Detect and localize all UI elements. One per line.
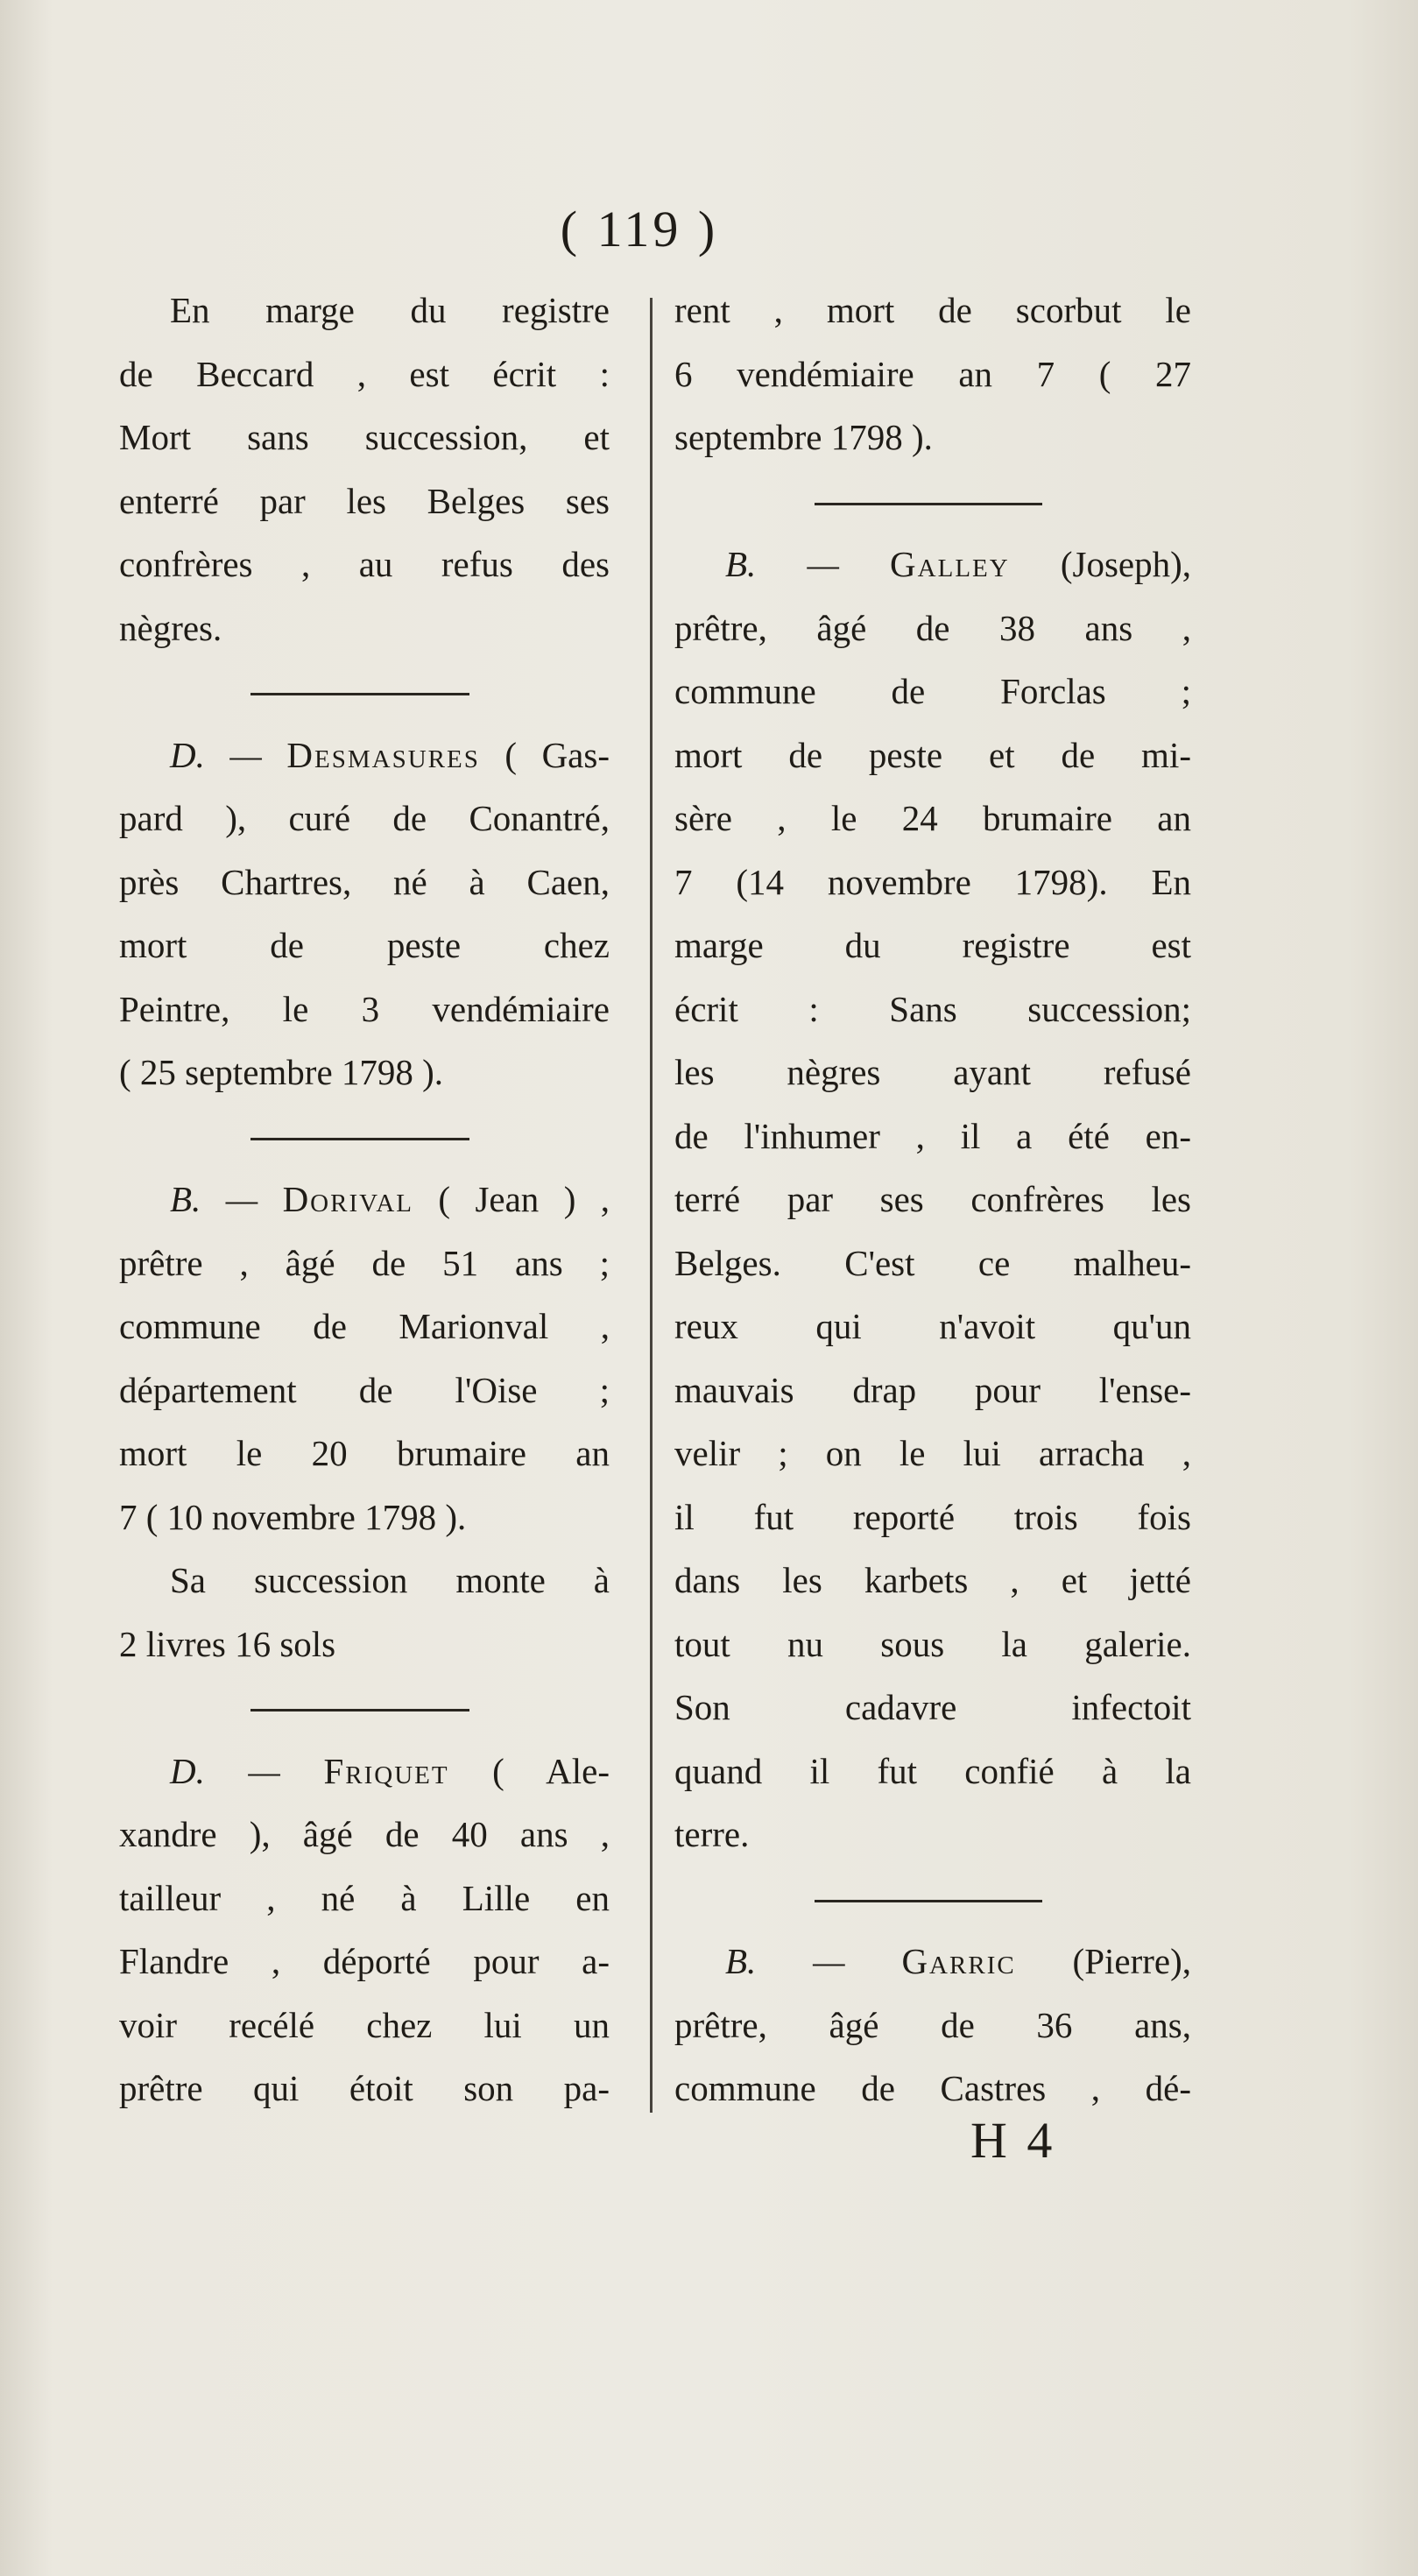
text-line: de l'inhumer , il a été en- — [674, 1115, 1191, 1156]
text-line: il fut reporté trois fois — [674, 1496, 1191, 1537]
text-line: ( 25 septembre 1798 ). — [119, 1052, 444, 1092]
text-line: xandre ), âgé de 40 ans , — [119, 1814, 610, 1854]
text-line: pard ), curé de Conantré, — [119, 798, 610, 838]
entry-heading — [119, 723, 610, 787]
text-line: Peintre, le 3 vendémiaire — [119, 988, 610, 1029]
text-line: mort de peste chez — [119, 925, 610, 965]
text-line: velir ; on le lui arracha , — [674, 1433, 1191, 1473]
entry-code: D. — — [170, 734, 287, 775]
text-line: terré par ses confrères les — [674, 1179, 1191, 1219]
text-line: nègres. — [119, 607, 222, 648]
text-line: 6 vendémiaire an 7 ( 27 — [674, 353, 1191, 394]
text-line: septembre 1798 ). — [674, 417, 933, 457]
entry-name: Garric — [901, 1941, 1016, 1981]
entry-heading-rest: (Pierre), — [1015, 1941, 1192, 1981]
text-line: 7 (14 novembre 1798). En — [674, 861, 1191, 902]
text-line: dans les karbets , et jetté — [674, 1560, 1191, 1600]
text-line: les nègres ayant refusé — [674, 1052, 1191, 1092]
text-line: prêtre , âgé de 51 ans ; — [119, 1242, 610, 1283]
text-line: reux qui n'avoit qu'un — [674, 1306, 1191, 1346]
entry-heading-rest: (Joseph), — [1009, 544, 1191, 584]
text-line: rent , mort de scorbut le — [674, 290, 1191, 330]
text-line: voir recélé chez lui un — [119, 2004, 610, 2045]
entry-code: B. — — [170, 1179, 283, 1219]
entry-heading-rest: ( Gas- — [479, 734, 610, 775]
text-line: 7 ( 10 novembre 1798 ). — [119, 1496, 467, 1537]
entry-name: Friquet — [323, 1750, 449, 1791]
text-line: de Beccard , est écrit : — [119, 353, 610, 394]
right-column — [674, 279, 1191, 2121]
text-line: mauvais drap pour l'ense- — [674, 1369, 1191, 1410]
page-number: ( 119 ) — [560, 201, 719, 258]
signature-mark: H 4 — [970, 2112, 1056, 2169]
column-divider — [650, 298, 653, 2113]
text-line: confrères , au refus des — [119, 544, 610, 584]
text-line: Belges. C'est ce malheu- — [674, 1242, 1191, 1283]
separator-rule — [674, 1867, 1191, 1930]
text-line: 2 livres 16 sols — [119, 1623, 336, 1664]
text-line: mort de peste et de mi- — [674, 734, 1191, 775]
text-line: marge du registre est — [674, 925, 1191, 965]
text-line: tout nu sous la galerie. — [674, 1623, 1191, 1664]
text-line: près Chartres, né à Caen, — [119, 861, 610, 902]
text-line: commune de Castres , dé- — [674, 2068, 1191, 2108]
entry-code: B. — — [725, 1941, 902, 1981]
entry-name: Dorival — [282, 1179, 413, 1219]
text-line: quand il fut confié à la — [674, 1750, 1191, 1791]
text-line: prêtre, âgé de 38 ans , — [674, 607, 1191, 648]
entry-heading-rest: ( Jean ) , — [413, 1179, 610, 1219]
text-line: Mort sans succession, et — [119, 417, 610, 457]
text-line: mort le 20 brumaire an — [119, 1433, 610, 1473]
entry-name: Desmasures — [286, 734, 480, 775]
text-line: tailleur , né à Lille en — [119, 1877, 610, 1918]
text-line: En marge du registre — [170, 290, 610, 330]
entry-code: D. — — [170, 1750, 324, 1791]
text-line: Sa succession monte à — [170, 1560, 610, 1600]
entry-heading — [119, 1740, 610, 1803]
text-line: Flandre , déporté pour a- — [119, 1941, 610, 1981]
text-line: écrit : Sans succession; — [674, 988, 1191, 1029]
separator-rule — [674, 469, 1191, 533]
text-line: prêtre qui étoit son pa- — [119, 2068, 610, 2108]
text-line: commune de Forclas ; — [674, 671, 1191, 711]
text-line: département de l'Oise ; — [119, 1369, 610, 1410]
separator-rule — [119, 660, 610, 723]
left-column — [119, 279, 610, 2121]
entry-code: B. — — [725, 544, 891, 584]
text-line: commune de Marionval , — [119, 1306, 610, 1346]
text-line: enterré par les Belges ses — [119, 480, 610, 521]
text-line: prêtre, âgé de 36 ans, — [674, 2004, 1191, 2045]
text-line: terre. — [674, 1814, 750, 1854]
separator-rule — [119, 1676, 610, 1740]
entry-heading — [119, 1168, 610, 1232]
entry-heading — [674, 1930, 1191, 1994]
separator-rule — [119, 1105, 610, 1168]
entry-name: Galley — [890, 544, 1010, 584]
text-line: Son cadavre infectoit — [674, 1687, 1191, 1727]
entry-heading — [674, 533, 1191, 596]
entry-heading-rest: ( Ale- — [448, 1750, 610, 1791]
text-line: sère , le 24 brumaire an — [674, 798, 1191, 838]
